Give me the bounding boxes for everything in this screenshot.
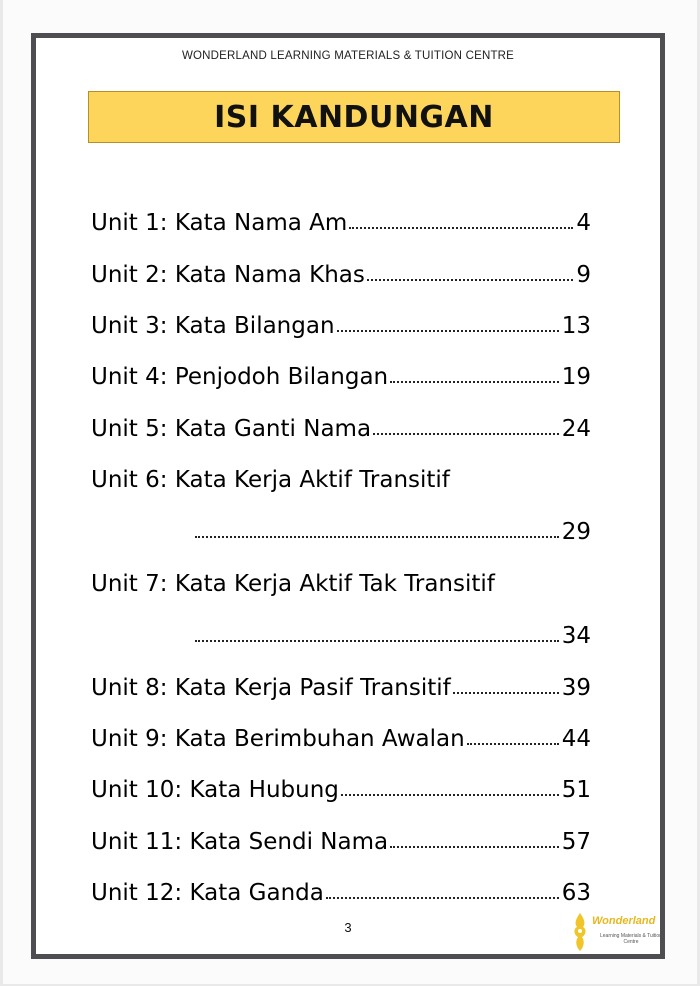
- toc-entry-label: Unit 3: Kata Bilangan: [91, 313, 335, 339]
- toc-entry-unit-4[interactable]: [91, 350, 591, 390]
- toc-entry-unit-6-continuation[interactable]: [91, 505, 591, 545]
- toc-entry-unit-7-continuation[interactable]: [91, 609, 591, 649]
- toc-entry-unit-10[interactable]: [91, 763, 591, 803]
- toc-entry-unit-9[interactable]: [91, 712, 591, 752]
- dot-leader: [337, 330, 559, 332]
- toc-entry-page: 39: [561, 675, 591, 701]
- toc-entry-unit-11[interactable]: [91, 815, 591, 855]
- toc-entry-page: 9: [576, 262, 591, 288]
- toc-entry-label: Unit 4: Penjodoh Bilangan: [91, 364, 389, 390]
- document-page: [3, 0, 697, 984]
- toc-entry-unit-12[interactable]: [91, 866, 591, 906]
- toc-entry-page: 51: [561, 777, 591, 803]
- toc-entry-unit-6[interactable]: [91, 453, 591, 493]
- toc-entry-page: 24: [561, 416, 591, 442]
- flame-figure-icon: [570, 911, 590, 955]
- dot-leader: [326, 897, 559, 899]
- title-banner: [88, 91, 620, 143]
- dot-leader: [373, 433, 559, 435]
- toc-entry-label: Unit 8: Kata Kerja Pasif Transitif: [91, 675, 451, 701]
- toc-entry-label: Unit 10: Kata Hubung: [91, 777, 339, 803]
- page-frame: [31, 33, 665, 959]
- toc-entry-unit-3[interactable]: [91, 299, 591, 339]
- toc-entry-page: 44: [561, 726, 591, 752]
- page-title: ISI KANDUNGAN: [214, 99, 494, 135]
- toc-entry-label: Unit 7: Kata Kerja Aktif Tak Transitif: [91, 571, 495, 597]
- toc-entry-unit-2[interactable]: [91, 248, 591, 288]
- toc-entry-label: Unit 9: Kata Berimbuhan Awalan: [91, 726, 465, 752]
- toc-entry-unit-8[interactable]: [91, 661, 591, 701]
- toc-entry-unit-1[interactable]: [91, 196, 591, 236]
- toc-entry-page: 4: [576, 210, 591, 236]
- dot-leader: [341, 794, 559, 796]
- toc-entry-page: 19: [561, 364, 591, 390]
- dot-leader: [349, 227, 573, 229]
- toc-entry-label: Unit 2: Kata Nama Khas: [91, 262, 365, 288]
- dot-leader: [390, 846, 559, 848]
- wonderland-logo: [570, 911, 666, 955]
- toc-entry-page: 57: [561, 829, 591, 855]
- dot-leader: [195, 640, 559, 642]
- toc-entry-label: Unit 6: Kata Kerja Aktif Transitif: [91, 467, 450, 493]
- toc-entry-label: Unit 11: Kata Sendi Nama: [91, 829, 389, 855]
- dot-leader: [453, 692, 559, 694]
- dot-leader: [467, 743, 559, 745]
- toc-entry-page: 13: [561, 313, 591, 339]
- toc-entry-page: 63: [561, 880, 591, 906]
- toc-entry-label: Unit 12: Kata Ganda: [91, 880, 324, 906]
- dot-leader: [367, 279, 573, 281]
- toc-entry-page: 34: [561, 623, 591, 649]
- toc-entry-label: Unit 5: Kata Ganti Nama: [91, 416, 372, 442]
- toc-entry-unit-5[interactable]: [91, 402, 591, 442]
- logo-subtitle: Learning Materials & Tuition Centre: [600, 933, 662, 945]
- toc-entry-page: 29: [561, 519, 591, 545]
- page-header: WONDERLAND LEARNING MATERIALS & TUITION CENTRE: [181, 50, 515, 62]
- dot-leader: [195, 536, 559, 538]
- page-number: 3: [344, 920, 352, 935]
- dot-leader: [390, 381, 559, 383]
- toc-entry-unit-7[interactable]: [91, 557, 601, 597]
- logo-name: Wonderland: [592, 915, 656, 927]
- toc-entry-label: Unit 1: Kata Nama Am: [91, 210, 348, 236]
